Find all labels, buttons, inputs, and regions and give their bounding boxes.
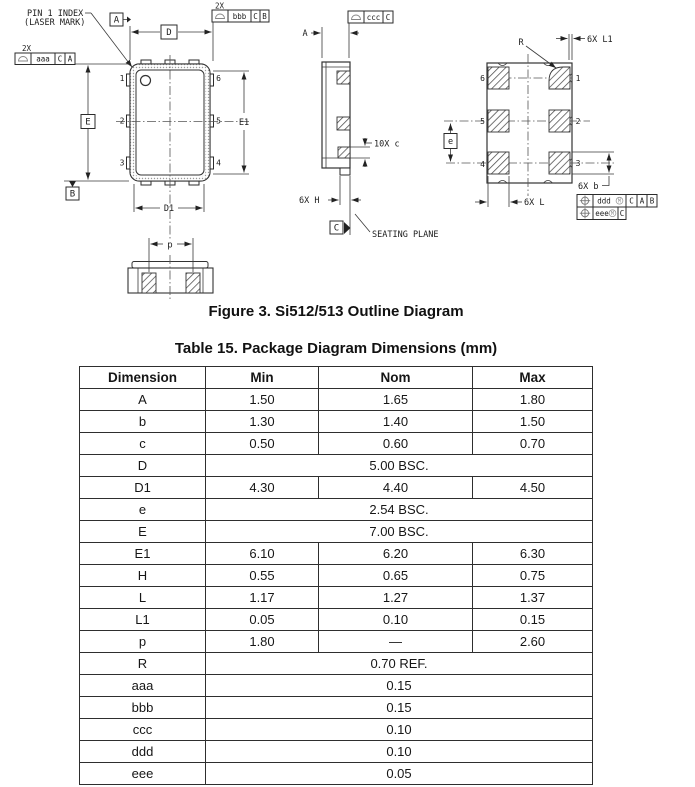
fcf-tolerance: ccc bbox=[366, 13, 381, 22]
cell-max: 6.30 bbox=[473, 543, 593, 565]
fcf-ref: C bbox=[629, 196, 634, 206]
cell-min: 6.10 bbox=[206, 543, 319, 565]
cell-dim: ddd bbox=[80, 741, 206, 763]
fcf-ddd bbox=[577, 195, 657, 208]
seating-plane-label: SEATING PLANE bbox=[372, 230, 439, 240]
fcf-ref: A bbox=[67, 54, 73, 64]
cell-span-value: 2.54 BSC. bbox=[206, 499, 593, 521]
cell-nom: — bbox=[319, 631, 473, 653]
pad-hatch bbox=[186, 273, 200, 293]
cell-dim: b bbox=[80, 411, 206, 433]
cell-nom: 1.40 bbox=[319, 411, 473, 433]
cell-nom: 1.27 bbox=[319, 587, 473, 609]
top-view bbox=[116, 55, 251, 240]
cell-max: 2.60 bbox=[473, 631, 593, 653]
leader-line bbox=[355, 214, 370, 232]
cell-dim: p bbox=[80, 631, 206, 653]
qty-label-6x-l: 6X L bbox=[524, 198, 545, 208]
cell-dim: L1 bbox=[80, 609, 206, 631]
fcf-tolerance: aaa bbox=[36, 54, 50, 64]
cell-min: 1.17 bbox=[206, 587, 319, 609]
col-header-min: Min bbox=[206, 367, 319, 389]
pin-number: 2 bbox=[575, 117, 581, 126]
castellation-hatch bbox=[337, 117, 350, 130]
table-row bbox=[80, 741, 593, 763]
cell-max: 1.50 bbox=[473, 411, 593, 433]
cell-dim: A bbox=[80, 389, 206, 411]
dim-6x-b bbox=[572, 152, 614, 192]
cell-min: 1.30 bbox=[206, 411, 319, 433]
cell-nom: 4.40 bbox=[319, 477, 473, 499]
qty-label-6x-l1: 6X L1 bbox=[587, 35, 613, 45]
figure-caption: Figure 3. Si512/513 Outline Diagram bbox=[208, 303, 464, 320]
dim-6x-l1 bbox=[556, 34, 613, 60]
col-header-dimension: Dimension bbox=[80, 367, 206, 389]
side-view bbox=[322, 62, 350, 175]
pin-number: 6 bbox=[216, 74, 221, 83]
leader-line bbox=[602, 176, 609, 186]
pin-number: 2 bbox=[119, 116, 125, 126]
datum-arrow bbox=[69, 181, 76, 187]
cell-dim: e bbox=[80, 499, 206, 521]
dim-label-D: D bbox=[166, 28, 172, 38]
pad-hatch-1-rounded bbox=[549, 67, 570, 89]
cell-min: 0.05 bbox=[206, 609, 319, 631]
dim-label-D1: D1 bbox=[163, 204, 175, 214]
fcf-ref: C bbox=[385, 13, 391, 22]
cell-nom: 0.65 bbox=[319, 565, 473, 587]
cell-span-value: 0.10 bbox=[206, 741, 593, 763]
cell-dim: eee bbox=[80, 763, 206, 785]
qty-2x-label: 2X bbox=[22, 44, 32, 53]
table-row bbox=[80, 543, 593, 565]
dim-label-R: R bbox=[518, 38, 524, 48]
cell-max: 1.80 bbox=[473, 389, 593, 411]
cell-span-value: 0.70 REF. bbox=[206, 653, 593, 675]
cell-max: 1.37 bbox=[473, 587, 593, 609]
cell-dim: D1 bbox=[80, 477, 206, 499]
cell-nom: 0.10 bbox=[319, 609, 473, 631]
cell-nom: 0.60 bbox=[319, 433, 473, 455]
seating-plane-callout bbox=[355, 214, 439, 240]
pin-number: 1 bbox=[119, 74, 125, 83]
pin-number: 3 bbox=[119, 158, 125, 168]
cell-span-value: 0.10 bbox=[206, 719, 593, 741]
fcf-ref: C bbox=[57, 54, 63, 64]
dim-label-E: E bbox=[85, 117, 91, 128]
pin-number: 5 bbox=[216, 116, 221, 126]
pin1-index-label: PIN 1 INDEX bbox=[27, 9, 84, 19]
cell-min: 0.55 bbox=[206, 565, 319, 587]
datum-label-B: B bbox=[69, 189, 76, 200]
datum-label-C: C bbox=[333, 223, 340, 234]
dimension-table bbox=[79, 366, 593, 785]
cell-span-value: 5.00 BSC. bbox=[206, 455, 593, 477]
table-row bbox=[80, 477, 593, 499]
bottom-view bbox=[444, 34, 657, 220]
cell-max: 0.75 bbox=[473, 565, 593, 587]
cell-min: 1.50 bbox=[206, 389, 319, 411]
fcf-bbb bbox=[212, 2, 269, 62]
cell-min: 0.50 bbox=[206, 433, 319, 455]
table-title: Table 15. Package Diagram Dimensions (mm) bbox=[174, 340, 498, 357]
dim-A bbox=[302, 27, 359, 58]
cell-dim: D bbox=[80, 455, 206, 477]
table-header-row bbox=[80, 367, 593, 389]
dim-label-p: p bbox=[167, 240, 173, 251]
bottom-pad-stub bbox=[340, 168, 350, 175]
qty-2x-label: 2X bbox=[215, 1, 225, 11]
svg-text:M: M bbox=[618, 199, 621, 205]
cell-span-value: 0.05 bbox=[206, 763, 593, 785]
table-row bbox=[80, 631, 593, 653]
castellation-hatch bbox=[338, 147, 350, 158]
pad-hatch-4 bbox=[488, 152, 509, 174]
table-row bbox=[80, 499, 593, 521]
table-row bbox=[80, 587, 593, 609]
castellation-hatch bbox=[337, 71, 350, 84]
table-row bbox=[80, 697, 593, 719]
fcf-tolerance: bbb bbox=[232, 12, 247, 21]
dim-e bbox=[444, 124, 457, 162]
bottom-side-view bbox=[128, 238, 213, 301]
fcf-ref: B bbox=[649, 196, 655, 206]
dim-label-A: A bbox=[302, 29, 308, 39]
cell-max: 0.15 bbox=[473, 609, 593, 631]
svg-text:M: M bbox=[611, 212, 614, 217]
cell-dim: c bbox=[80, 433, 206, 455]
qty-label-6x-b: 6X b bbox=[578, 182, 599, 192]
cell-dim: E1 bbox=[80, 543, 206, 565]
cell-dim: ccc bbox=[80, 719, 206, 741]
qty-label-6x-h: 6X H bbox=[299, 196, 320, 206]
table-row bbox=[80, 389, 593, 411]
dim-D bbox=[130, 25, 212, 60]
table-row bbox=[80, 675, 593, 697]
datum-A bbox=[110, 13, 131, 26]
dim-10x-c bbox=[350, 138, 400, 167]
pad-hatch-5 bbox=[488, 110, 509, 132]
cell-span-value: 7.00 BSC. bbox=[206, 521, 593, 543]
cell-dim: E bbox=[80, 521, 206, 543]
cell-span-value: 0.15 bbox=[206, 697, 593, 719]
qty-label-10x-c: 10X c bbox=[374, 139, 400, 150]
table-row bbox=[80, 763, 593, 785]
cell-dim: H bbox=[80, 565, 206, 587]
table-row bbox=[80, 653, 593, 675]
pad-hatch-6 bbox=[488, 67, 509, 89]
fcf-eee bbox=[577, 207, 626, 220]
table-row bbox=[80, 565, 593, 587]
pin-number: 4 bbox=[216, 158, 221, 168]
cell-dim: aaa bbox=[80, 675, 206, 697]
datum-B bbox=[66, 181, 79, 200]
datum-C bbox=[330, 221, 351, 234]
cell-span-value: 0.15 bbox=[206, 675, 593, 697]
cell-dim: R bbox=[80, 653, 206, 675]
col-header-nom: Nom bbox=[319, 367, 473, 389]
datum-arrow bbox=[344, 222, 351, 234]
cell-max: 4.50 bbox=[473, 477, 593, 499]
table-row bbox=[80, 455, 593, 477]
table-row bbox=[80, 433, 593, 455]
table-row bbox=[80, 719, 593, 741]
datum-label-A: A bbox=[113, 15, 120, 26]
dim-D1 bbox=[134, 184, 204, 214]
fcf-ref: C bbox=[253, 12, 258, 21]
dim-label-E1: E1 bbox=[238, 118, 250, 128]
datum-arrow bbox=[127, 17, 131, 23]
outline-diagram bbox=[0, 0, 695, 302]
pad-hatch-3 bbox=[549, 152, 570, 174]
fcf-ref: C bbox=[619, 209, 625, 218]
fcf-tolerance: eee bbox=[595, 209, 609, 218]
pin-number: 3 bbox=[575, 159, 581, 168]
pin-number: 1 bbox=[575, 74, 581, 83]
col-header-max: Max bbox=[473, 367, 593, 389]
pad-hatch bbox=[142, 273, 156, 293]
fcf-ref: A bbox=[639, 196, 645, 206]
table-row bbox=[80, 521, 593, 543]
cell-max: 0.70 bbox=[473, 433, 593, 455]
cell-nom: 1.65 bbox=[319, 389, 473, 411]
pad-hatch-2 bbox=[549, 110, 570, 132]
pin-number: 4 bbox=[480, 160, 485, 169]
cell-nom: 6.20 bbox=[319, 543, 473, 565]
fcf-tolerance: ddd bbox=[597, 196, 611, 206]
fcf-ref: B bbox=[262, 12, 267, 21]
table-row bbox=[80, 411, 593, 433]
cell-min: 4.30 bbox=[206, 477, 319, 499]
dim-label-e: e bbox=[447, 137, 454, 147]
pin1-index-label2: (LASER MARK) bbox=[24, 18, 86, 28]
cell-dim: bbb bbox=[80, 697, 206, 719]
cell-dim: L bbox=[80, 587, 206, 609]
fcf-ccc bbox=[348, 11, 393, 58]
pin-number: 5 bbox=[480, 117, 485, 126]
table-row bbox=[80, 609, 593, 631]
pin1-index-circle bbox=[141, 76, 151, 86]
cell-min: 1.80 bbox=[206, 631, 319, 653]
fcf-aaa bbox=[15, 44, 75, 65]
pin-number: 6 bbox=[480, 74, 485, 83]
